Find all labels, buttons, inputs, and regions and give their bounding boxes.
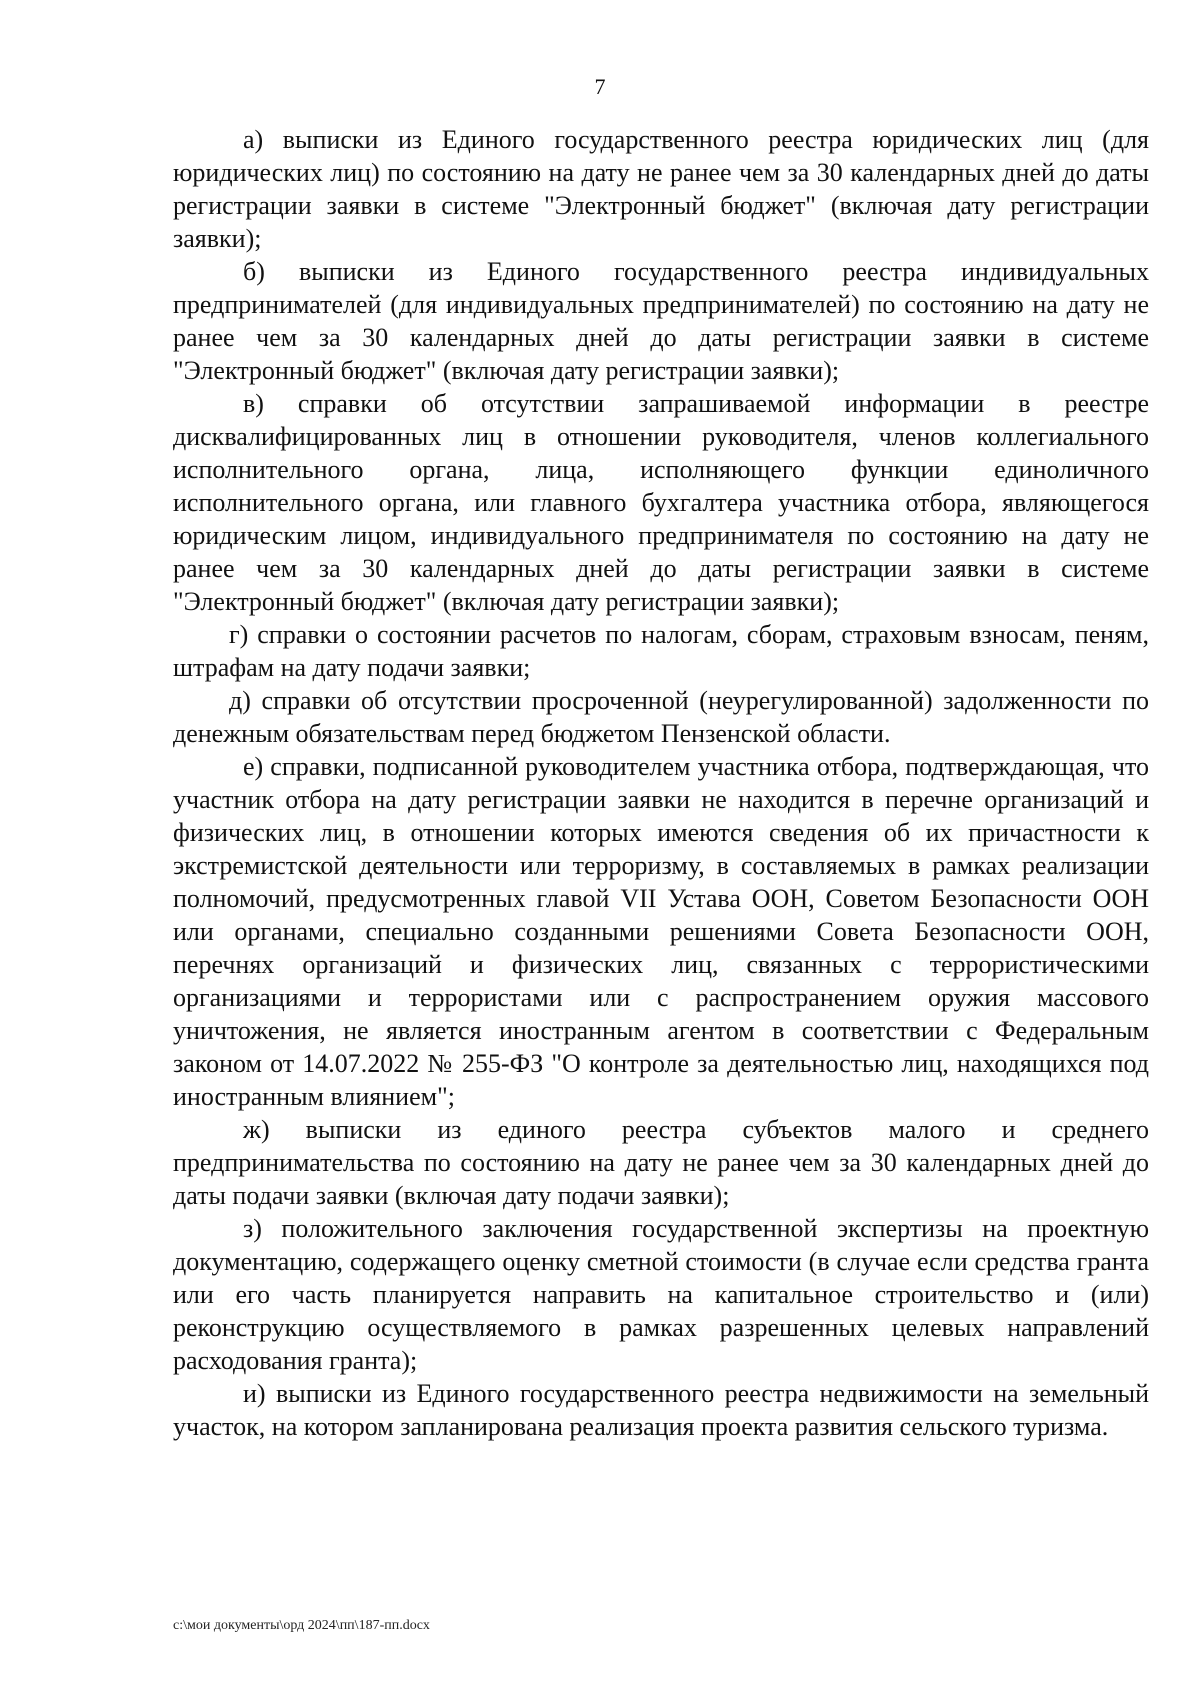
paragraph-e: е) справки, подписанной руководителем участника отбора, подтверждающая, что участник отбора на дату регистрации заявки не находится в перечне организаций и физических лиц, в отношении которых имеются сведения об их причастности к экстремистской деятельности или терроризму, в составляемых в рамках реализации полномочий, предусмотренных главой VII Устава ООН, Советом Безопасности ООН или органами, специально созданными решениями Совета Безопасности ООН, перечнях организаций и физических лиц, связанных с террористическими организациями и террористами или с распространением оружия массового уничтожения, не является иностранным агентом в соответствии с Федеральным законом от 14.07.2022 № 255-ФЗ "О контроле за деятельностью лиц, находящихся под иностранным влиянием"; — [173, 752, 1149, 1111]
paragraph-i: и) выписки из Единого государственного реестра недвижимости на земельный участок, на котором запланирована реализация проекта развития сельского туризма. — [173, 1379, 1149, 1441]
footer-file-path: c:\мои документы\орд 2024\пп\187-пп.docx — [173, 1618, 430, 1633]
document-body — [173, 123, 1149, 1443]
paragraph-b: б) выписки из Единого государственного реестра индивидуальных предпринимателей (для индивидуальных предпринимателей) по состоянию на дату не ранее чем за 30 календарных дней до даты регистрации заявки в системе "Электронный бюджет" (включая дату регистрации заявки); — [173, 257, 1149, 385]
paragraph-zh: ж) выписки из единого реестра субъектов малого и среднего предпринимательства по состоянию на дату не ранее чем за 30 календарных дней до даты подачи заявки (включая дату подачи заявки); — [173, 1115, 1149, 1210]
paragraph-v: в) справки об отсутствии запрашиваемой информации в реестре дисквалифицированных лиц в отношении руководителя, членов коллегиального исполнительного органа, лица, исполняющего функции единоличного исполнительного органа, или главного бухгалтера участника отбора, являющегося юридическим лицом, индивидуального предпринимателя по состоянию на дату не ранее чем за 30 календарных дней до даты регистрации заявки в системе "Электронный бюджет" (включая дату регистрации заявки); — [173, 389, 1149, 616]
paragraph-a: а) выписки из Единого государственного реестра юридических лиц (для юридических лиц) по состоянию на дату не ранее чем за 30 календарных дней до даты регистрации заявки в системе "Электронный бюджет" (включая дату регистрации заявки); — [173, 125, 1149, 253]
paragraph-d: д) справки об отсутствии просроченной (неурегулированной) задолженности по денежным обязательствам перед бюджетом Пензенской области. — [173, 686, 1149, 748]
paragraph-z: з) положительного заключения государственной экспертизы на проектную документацию, содержащего оценку сметной стоимости (в случае если средства гранта или его часть планируется направить на капитальное строительство и (или) реконструкцию осуществляемого в рамках разрешенных целевых направлений расходования гранта); — [173, 1214, 1149, 1375]
paragraph-g: г) справки о состоянии расчетов по налогам, сборам, страховым взносам, пеням, штрафам на дату подачи заявки; — [173, 620, 1149, 682]
page-number: 7 — [594, 74, 606, 99]
